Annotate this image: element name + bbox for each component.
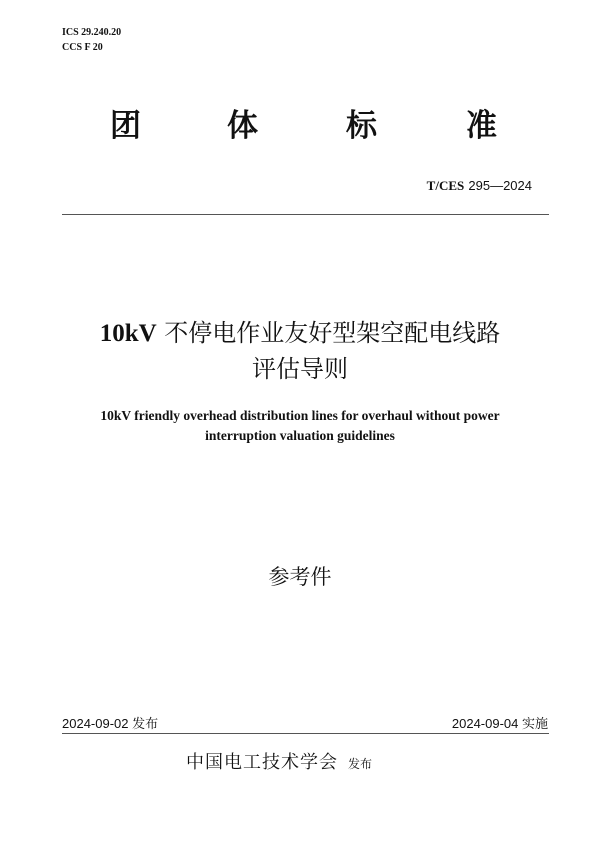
standard-type-char: 标: [346, 108, 377, 144]
issuer-suffix: 发布: [348, 757, 373, 771]
title-en-line1: 10kV friendly overhead distribution lines for overhaul without power: [100, 408, 500, 423]
standard-number-prefix: T/CES: [426, 178, 465, 193]
standard-number: [427, 178, 532, 195]
title-cn-line2: 评估导则: [252, 355, 348, 383]
standard-type-char: 准: [466, 108, 497, 144]
title-cn-voltage: 10kV: [99, 320, 157, 347]
publish-date: 2024-09-02 发布: [62, 716, 159, 731]
standard-number-value: 295—2024: [468, 178, 532, 193]
standard-type-heading: [0, 104, 600, 148]
bottom-divider: [62, 733, 549, 734]
ccs-code: CCS F 20: [62, 42, 103, 53]
standard-type-char: 团: [110, 108, 141, 144]
top-divider: [62, 214, 549, 215]
implementation-date: 2024-09-04 实施: [451, 716, 548, 731]
issuer-name: 中国电工技术学会: [186, 752, 338, 773]
title-cn-line1: [0, 318, 600, 349]
document-status: 参考件: [268, 565, 332, 589]
title-cn-line1-text: 不停电作业友好型架空配电线路: [156, 319, 501, 347]
issuer: [186, 751, 372, 776]
standard-type-char: 体: [227, 108, 258, 144]
ics-code: ICS 29.240.20: [62, 27, 122, 38]
title-en-line2: interruption valuation guidelines: [205, 428, 395, 443]
